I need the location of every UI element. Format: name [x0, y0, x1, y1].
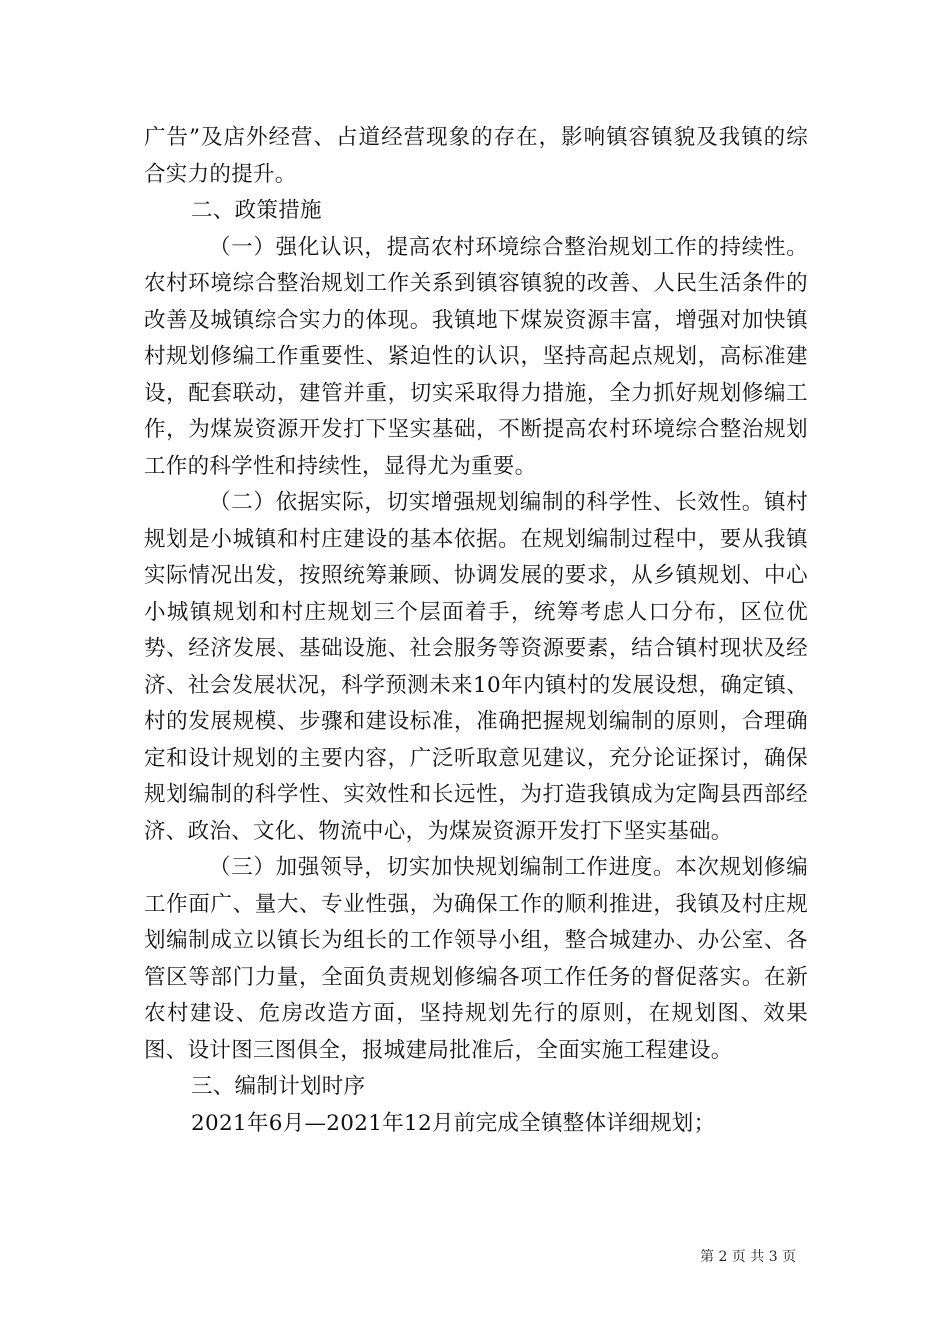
paragraph-measure-3: （三）加强领导，切实加快规划编制工作进度。本次规划修编工作面广、量大、专业性强，为确保工作的顺利推进，我镇及村庄规划编制成立以镇长为组长的工作领导小组，整合城建办、办公室、各管区等部门力量，全面负责规划修编各项工作任务的督促落实。在新农村建设、危房改造方面，坚持规划先行的原则，在规划图、效果图、设计图三图俱全，报城建局批准后，全面实施工程建设。 — [144, 855, 808, 1063]
section-heading-policy-measures: 二、政策措施 — [191, 198, 322, 223]
paragraph-measure-1: （一）强化认识，提高农村环境综合整治规划工作的持续性。农村环境综合整治规划工作关系到镇容镇貌的改善、人民生活条件的改善及城镇综合实力的体现。我镇地下煤炭资源丰富，增强对加快镇村规划修编工作重要性、紧迫性的认识，坚持高起点规划，高标准建设，配套联动，建管并重，切实采取得力措施，全力抓好规划修编工作，为煤炭资源开发打下坚实基础，不断提高农村环境综合整治规划工作的科学性和持续性，显得尤为重要。 — [144, 234, 808, 479]
paragraph-measure-2: （二）依据实际，切实增强规划编制的科学性、长效性。镇村规划是小城镇和村庄建设的基本依据。在规划编制过程中，要从我镇实际情况出发，按照统筹兼顾、协调发展的要求，从乡镇规划、中心小城镇规划和村庄规划三个层面着手，统筹考虑人口分布，区位优势、经济发展、基础设施、社会服务等资源要素，结合镇村现状及经济、社会发展状况，科学预测未来10年内镇村的发展设想，确定镇、村的发展规模、步骤和建设标准，准确把握规划编制的原则，合理确定和设计规划的主要内容，广泛听取意见建议，充分论证探讨，确保规划编制的科学性、实效性和长远性，为打造我镇成为定陶县西部经济、政治、文化、物流中心，为煤炭资源开发打下坚实基础。 — [144, 490, 808, 844]
paragraph-continuation: 广告”及店外经营、占道经营现象的存在，影响镇容镇貌及我镇的综合实力的提升。 — [144, 125, 808, 187]
page-number-footer: 第 2 页 共 3 页 — [700, 1249, 797, 1265]
section-heading-schedule: 三、编制计划时序 — [191, 1074, 366, 1099]
paragraph-schedule-item: 2021年6月—2021年12月前完成全镇整体详细规划； — [191, 1110, 716, 1136]
document-body — [144, 120, 808, 1142]
